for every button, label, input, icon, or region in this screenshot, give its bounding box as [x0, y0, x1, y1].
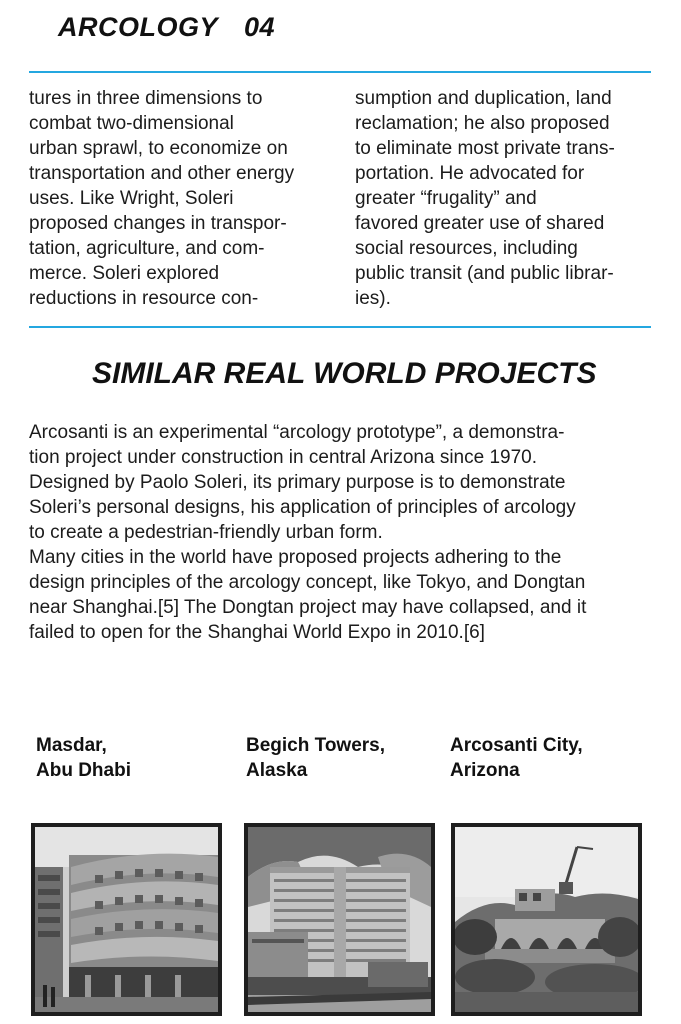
text-line: tion project under construction in central Arizona since 1970. — [29, 447, 538, 468]
text-line: greater “frugality” and — [355, 188, 537, 209]
text-line: near Shanghai.[5] The Dongtan project may have collapsed, and it — [29, 597, 587, 618]
masdar-building-photo — [31, 823, 222, 1016]
caption-line: Abu Dhabi — [36, 760, 131, 781]
intro-column-left — [29, 86, 329, 311]
begich-towers-photo — [244, 823, 435, 1016]
text-line: design principles of the arcology concept, like Tokyo, and Dongtan — [29, 572, 586, 593]
text-line: tures in three dimensions to — [29, 88, 263, 109]
text-line: tation, agriculture, and com- — [29, 238, 265, 259]
text-line: reclamation; he also proposed — [355, 113, 610, 134]
header-title: ARCOLOGY — [58, 12, 219, 42]
caption-begich-towers — [246, 733, 385, 783]
text-line: portation. He advocated for — [355, 163, 585, 184]
section-heading: SIMILAR REAL WORLD PROJECTS — [92, 357, 597, 390]
text-line: merce. Soleri explored — [29, 263, 220, 284]
caption-line: Arcosanti City, — [450, 735, 583, 756]
text-line: failed to open for the Shanghai World Expo in 2010.[6] — [29, 622, 485, 643]
text-line: Soleri’s personal designs, his application of principles of arcology — [29, 497, 576, 518]
caption-arcosanti — [450, 733, 583, 783]
top-divider — [29, 71, 651, 73]
caption-line: Begich Towers, — [246, 735, 386, 756]
text-line: social resources, including — [355, 238, 578, 259]
caption-line: Arizona — [450, 760, 520, 781]
section-body — [29, 420, 659, 645]
text-line: proposed changes in transpor- — [29, 213, 287, 234]
text-line: to eliminate most private trans- — [355, 138, 615, 159]
text-line: uses. Like Wright, Soleri — [29, 188, 234, 209]
bottom-divider — [29, 326, 651, 328]
text-line: reductions in resource con- — [29, 288, 259, 309]
text-line: public transit (and public librar- — [355, 263, 614, 284]
page-header — [58, 12, 275, 43]
intro-column-right — [355, 86, 655, 311]
text-line: transportation and other energy — [29, 163, 295, 184]
caption-masdar — [36, 733, 131, 783]
text-line: Arcosanti is an experimental “arcology prototype”, a demonstra- — [29, 422, 565, 443]
caption-line: Alaska — [246, 760, 308, 781]
text-line: sumption and duplication, land — [355, 88, 612, 109]
text-line: combat two-dimensional — [29, 113, 234, 134]
text-line: urban sprawl, to economize on — [29, 138, 288, 159]
caption-line: Masdar, — [36, 735, 107, 756]
text-line: ies). — [355, 288, 391, 309]
arcosanti-photo — [451, 823, 642, 1016]
text-line: favored greater use of shared — [355, 213, 605, 234]
text-line: to create a pedestrian-friendly urban form. — [29, 522, 383, 543]
text-line: Many cities in the world have proposed projects adhering to the — [29, 547, 562, 568]
page-number: 04 — [244, 12, 276, 42]
text-line: Designed by Paolo Soleri, its primary purpose is to demonstrate — [29, 472, 566, 493]
